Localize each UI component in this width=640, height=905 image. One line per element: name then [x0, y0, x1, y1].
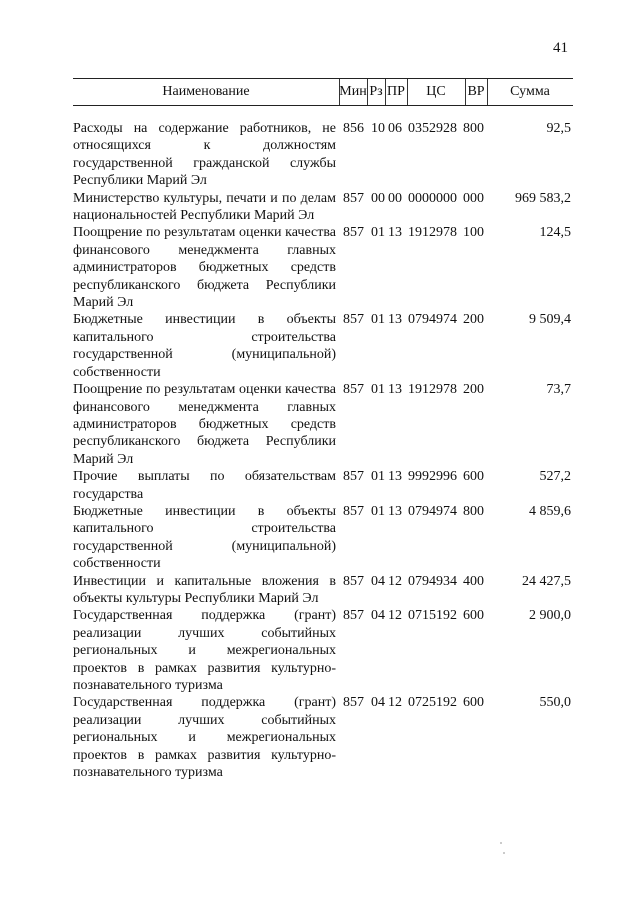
row-min: 856	[343, 121, 364, 136]
row-vr: 100	[463, 225, 484, 241]
row-min: 857	[343, 225, 364, 241]
row-pr: 12	[388, 695, 402, 711]
row-pr: 13	[388, 382, 402, 398]
row-sum: 73,7	[546, 382, 571, 398]
row-cs: 0715192	[408, 608, 457, 624]
row-rz: 01	[371, 503, 385, 519]
row-pr: 00	[388, 190, 402, 206]
row-cs: 0794974	[408, 503, 457, 519]
row-vr: 600	[463, 608, 484, 624]
table-row	[73, 311, 573, 381]
table-header	[73, 78, 573, 106]
column-header-vr: ВР	[467, 84, 485, 99]
column-header-pr: ПР	[387, 84, 405, 99]
row-pr: 13	[388, 312, 402, 328]
row-rz: 01	[371, 382, 385, 398]
row-name: Бюджетные инвестиции в объекты капитального строительства государственной (муниципальной) собственности	[73, 503, 336, 572]
row-name: Государственная поддержка (грант) реализации лучших событийных региональных и межрегиональных проектов в рамках развития культурно-познавательного туризма	[73, 608, 336, 693]
row-rz: 01	[371, 312, 385, 328]
row-min: 857	[343, 573, 364, 589]
column-header-rz: Рз	[369, 84, 383, 99]
row-vr: 800	[463, 121, 484, 136]
row-vr: 200	[463, 382, 484, 398]
row-min: 857	[343, 312, 364, 328]
row-rz: 00	[371, 190, 385, 206]
column-header-min: Мин	[339, 84, 367, 99]
row-rz: 10	[371, 121, 385, 136]
scan-speck	[500, 842, 502, 844]
row-cs: 1912978	[408, 382, 457, 398]
row-pr: 13	[388, 469, 402, 485]
row-vr: 400	[463, 573, 484, 589]
row-vr: 800	[463, 503, 484, 519]
row-sum: 9 509,4	[529, 312, 571, 328]
table-row	[73, 468, 573, 503]
column-header-name: Наименование	[162, 84, 250, 99]
row-cs: 0725192	[408, 695, 457, 711]
row-pr: 12	[388, 573, 402, 589]
row-rz: 01	[371, 469, 385, 485]
table-row	[73, 224, 573, 311]
row-min: 857	[343, 469, 364, 485]
row-rz: 04	[371, 573, 385, 589]
table-row	[73, 607, 573, 694]
row-cs: 0000000	[408, 190, 457, 206]
row-sum: 124,5	[539, 225, 571, 241]
row-rz: 04	[371, 608, 385, 624]
page-number: 41	[553, 40, 568, 56]
row-sum: 24 427,5	[522, 573, 571, 589]
table-body	[73, 120, 573, 781]
row-cs: 0794974	[408, 312, 457, 328]
table-row	[73, 694, 573, 781]
row-cs: 9992996	[408, 469, 457, 485]
row-pr: 13	[388, 225, 402, 241]
row-sum: 969 583,2	[515, 190, 571, 206]
row-name: Государственная поддержка (грант) реализации лучших событийных региональных и межрегиональных проектов в рамках развития культурно-познавательного туризма	[73, 695, 336, 781]
row-sum: 550,0	[539, 695, 571, 711]
row-name: Поощрение по результатам оценки качества финансового менеджмента главных администраторов бюджетных средств республиканского бюджета Республики Марий Эл	[73, 382, 336, 467]
row-name: Министерство культуры, печати и по делам национальностей Республики Марий Эл	[73, 190, 336, 224]
row-vr: 000	[463, 190, 484, 206]
row-min: 857	[343, 695, 364, 711]
row-name: Прочие выплаты по обязательствам государства	[73, 469, 336, 502]
row-sum: 2 900,0	[529, 608, 571, 624]
row-cs: 0352928	[408, 121, 457, 136]
table-row	[73, 503, 573, 573]
column-header-sum: Сумма	[510, 84, 550, 99]
scan-speck	[503, 852, 505, 854]
row-rz: 01	[371, 225, 385, 241]
row-pr: 06	[388, 121, 402, 136]
row-sum: 92,5	[546, 121, 571, 136]
table-row	[73, 120, 573, 190]
row-vr: 600	[463, 469, 484, 485]
row-name: Поощрение по результатам оценки качества финансового менеджмента главных администраторов бюджетных средств республиканского бюджета Республики Марий Эл	[73, 225, 336, 311]
row-pr: 13	[388, 503, 402, 519]
row-min: 857	[343, 608, 364, 624]
row-vr: 600	[463, 695, 484, 711]
row-cs: 1912978	[408, 225, 457, 241]
row-min: 857	[343, 503, 364, 519]
row-name: Бюджетные инвестиции в объекты капитального строительства государственной (муниципальной) собственности	[73, 312, 336, 380]
row-name: Инвестиции и капитальные вложения в объекты культуры Республики Марий Эл	[73, 573, 336, 606]
table-row	[73, 573, 573, 608]
row-min: 857	[343, 190, 364, 206]
column-header-cs: ЦС	[426, 84, 446, 99]
row-rz: 04	[371, 695, 385, 711]
row-vr: 200	[463, 312, 484, 328]
row-sum: 4 859,6	[529, 503, 571, 519]
row-sum: 527,2	[539, 469, 571, 485]
table-row	[73, 190, 573, 225]
table-row	[73, 381, 573, 468]
row-cs: 0794934	[408, 573, 457, 589]
row-min: 857	[343, 382, 364, 398]
row-name: Расходы на содержание работников, не относящихся к должностям государственной гражданской службы Республики Марий Эл	[73, 121, 336, 189]
row-pr: 12	[388, 608, 402, 624]
